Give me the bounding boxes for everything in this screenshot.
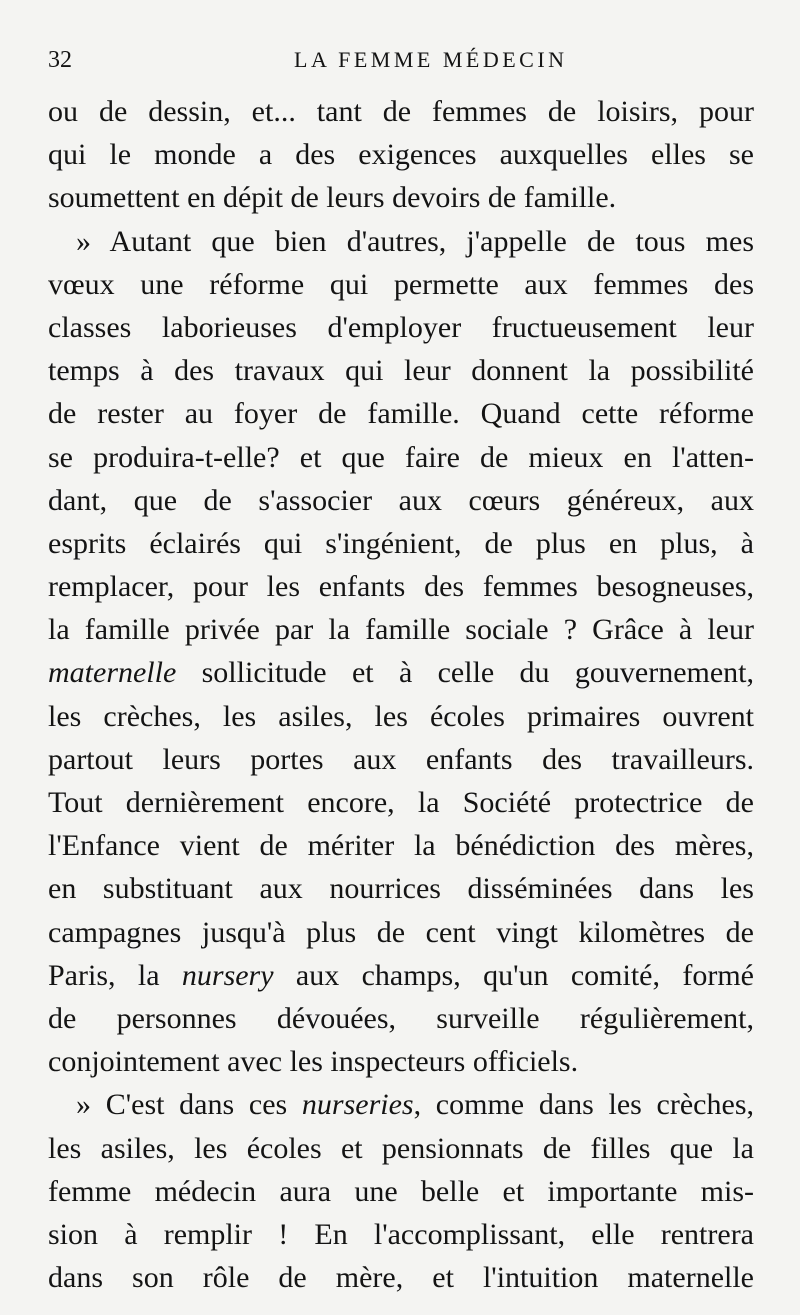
line-text-after-italic: , comme dans les crèches,	[413, 1088, 754, 1122]
text-line: dans son rôle de mère, et l'intuition maternelle	[48, 1261, 754, 1295]
line-text-after-italic: aux champs, qu'un comité, formé	[273, 958, 754, 992]
text-line: femme médecin aura une belle et importante mis-	[48, 1174, 754, 1208]
line-text-before-italic: » C'est dans ces	[76, 1088, 302, 1122]
text-line: esprits éclairés qui s'ingénient, de plus en plus, à	[48, 526, 754, 560]
text-line: de personnes dévouées, surveille régulièrement,	[48, 1001, 754, 1035]
text-line: soumettent en dépit de leurs devoirs de famille.	[48, 181, 617, 215]
text-line: sion à remplir ! En l'accomplissant, elle rentrera	[48, 1217, 754, 1251]
line-text-before-italic: Paris, la	[48, 958, 182, 992]
text-line: conjointement avec les inspecteurs officiels.	[48, 1045, 579, 1079]
text-line: vœux une réforme qui permette aux femmes des	[48, 267, 754, 301]
text-line: dant, que de s'associer aux cœurs généreux, aux	[48, 483, 754, 517]
text-line: Tout dernièrement encore, la Société protectrice de	[48, 786, 754, 819]
italic-word: nursery	[181, 958, 274, 992]
line-text-after-italic: sollicitude et à celle du gouvernement,	[176, 656, 754, 690]
text-line: l'Enfance vient de mériter la bénédiction des mères,	[48, 829, 754, 863]
body-text	[48, 90, 754, 1299]
italic-word: nurseries	[301, 1088, 414, 1122]
text-line: de rester au foyer de famille. Quand cette réforme	[48, 397, 754, 431]
text-line: les asiles, les écoles et pensionnats de filles que la	[48, 1131, 754, 1165]
text-line: en substituant aux nourrices disséminées dans les	[48, 872, 754, 906]
text-line: ou de dessin, et... tant de femmes de loisirs, pour	[48, 95, 754, 128]
text-line	[48, 954, 754, 997]
text-line: partout leurs portes aux enfants des travailleurs.	[48, 742, 754, 776]
text-line: campagnes jusqu'à plus de cent vingt kilomètres de	[48, 915, 754, 949]
paragraph-start-line: » Autant que bien d'autres, j'appelle de tous mes	[76, 224, 754, 258]
text-line: les crèches, les asiles, les écoles primaires ouvrent	[48, 699, 754, 733]
text-line: remplacer, pour les enfants des femmes besogneuses,	[48, 570, 754, 604]
text-line: classes laborieuses d'employer fructueusement leur	[48, 310, 754, 344]
paragraph-start-line	[48, 1083, 754, 1126]
running-head	[48, 40, 748, 80]
running-title: LA FEMME MÉDECIN	[294, 47, 568, 72]
text-line: la famille privée par la famille sociale ? Grâce à leur	[48, 613, 754, 647]
text-line	[48, 651, 754, 694]
italic-word: maternelle	[48, 656, 177, 690]
page-number: 32	[48, 47, 72, 73]
text-line: qui le monde a des exigences auxquelles elles se	[48, 138, 754, 172]
text-line: se produira-t-elle? et que faire de mieux en l'atten-	[48, 440, 754, 474]
text-line: temps à des travaux qui leur donnent la possibilité	[48, 354, 754, 388]
